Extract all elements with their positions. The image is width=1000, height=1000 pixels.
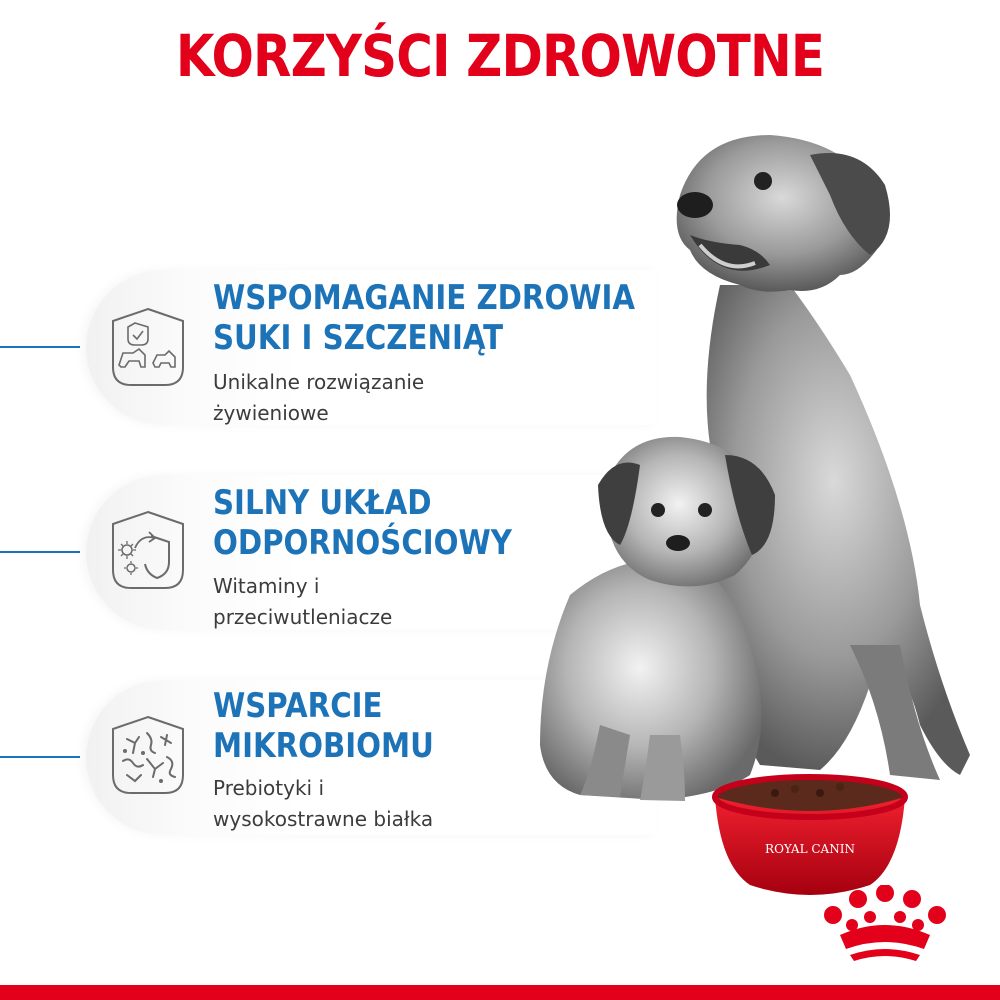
benefit-desc-line: Witaminy i (213, 574, 320, 598)
benefit-desc-immune (213, 571, 533, 633)
mother-and-puppy-shield-icon (105, 305, 191, 391)
benefit-title-line: SUKI I SZCZENIĄT (213, 318, 504, 358)
benefit-desc-line: przeciwutleniacze (213, 605, 393, 629)
benefit-desc-line: żywieniowe (213, 401, 329, 425)
benefit-desc-line: Unikalne rozwiązanie (213, 370, 425, 394)
benefit-title-line: MIKROBIOMU (213, 726, 434, 766)
benefit-desc-line: Prebiotyki i (213, 776, 325, 800)
microbiome-icon (105, 713, 191, 799)
bowl-brand-label: ROYAL CANIN (765, 842, 855, 856)
food-bowl (715, 777, 905, 895)
immune-shield-icon (105, 508, 191, 594)
benefit-desc-microbiome (213, 773, 533, 835)
bottom-brand-bar (0, 985, 1000, 1000)
divider-line (0, 756, 80, 758)
page-title: KORZYŚCI ZDROWOTNE (175, 22, 825, 90)
benefit-desc-line: wysokostrawne białka (213, 807, 434, 831)
divider-line (0, 346, 80, 348)
benefit-title-line: SILNY UKŁAD (213, 483, 432, 523)
benefit-title-line: ODPORNOŚCIOWY (213, 523, 512, 563)
divider-line (0, 551, 80, 553)
benefit-title-line: WSPARCIE (213, 686, 383, 726)
benefit-title-line: WSPOMAGANIE ZDROWIA (213, 278, 636, 318)
dogs-photo (520, 125, 980, 905)
royal-canin-crown-logo (820, 885, 950, 965)
benefit-desc-mother-health (213, 367, 533, 429)
